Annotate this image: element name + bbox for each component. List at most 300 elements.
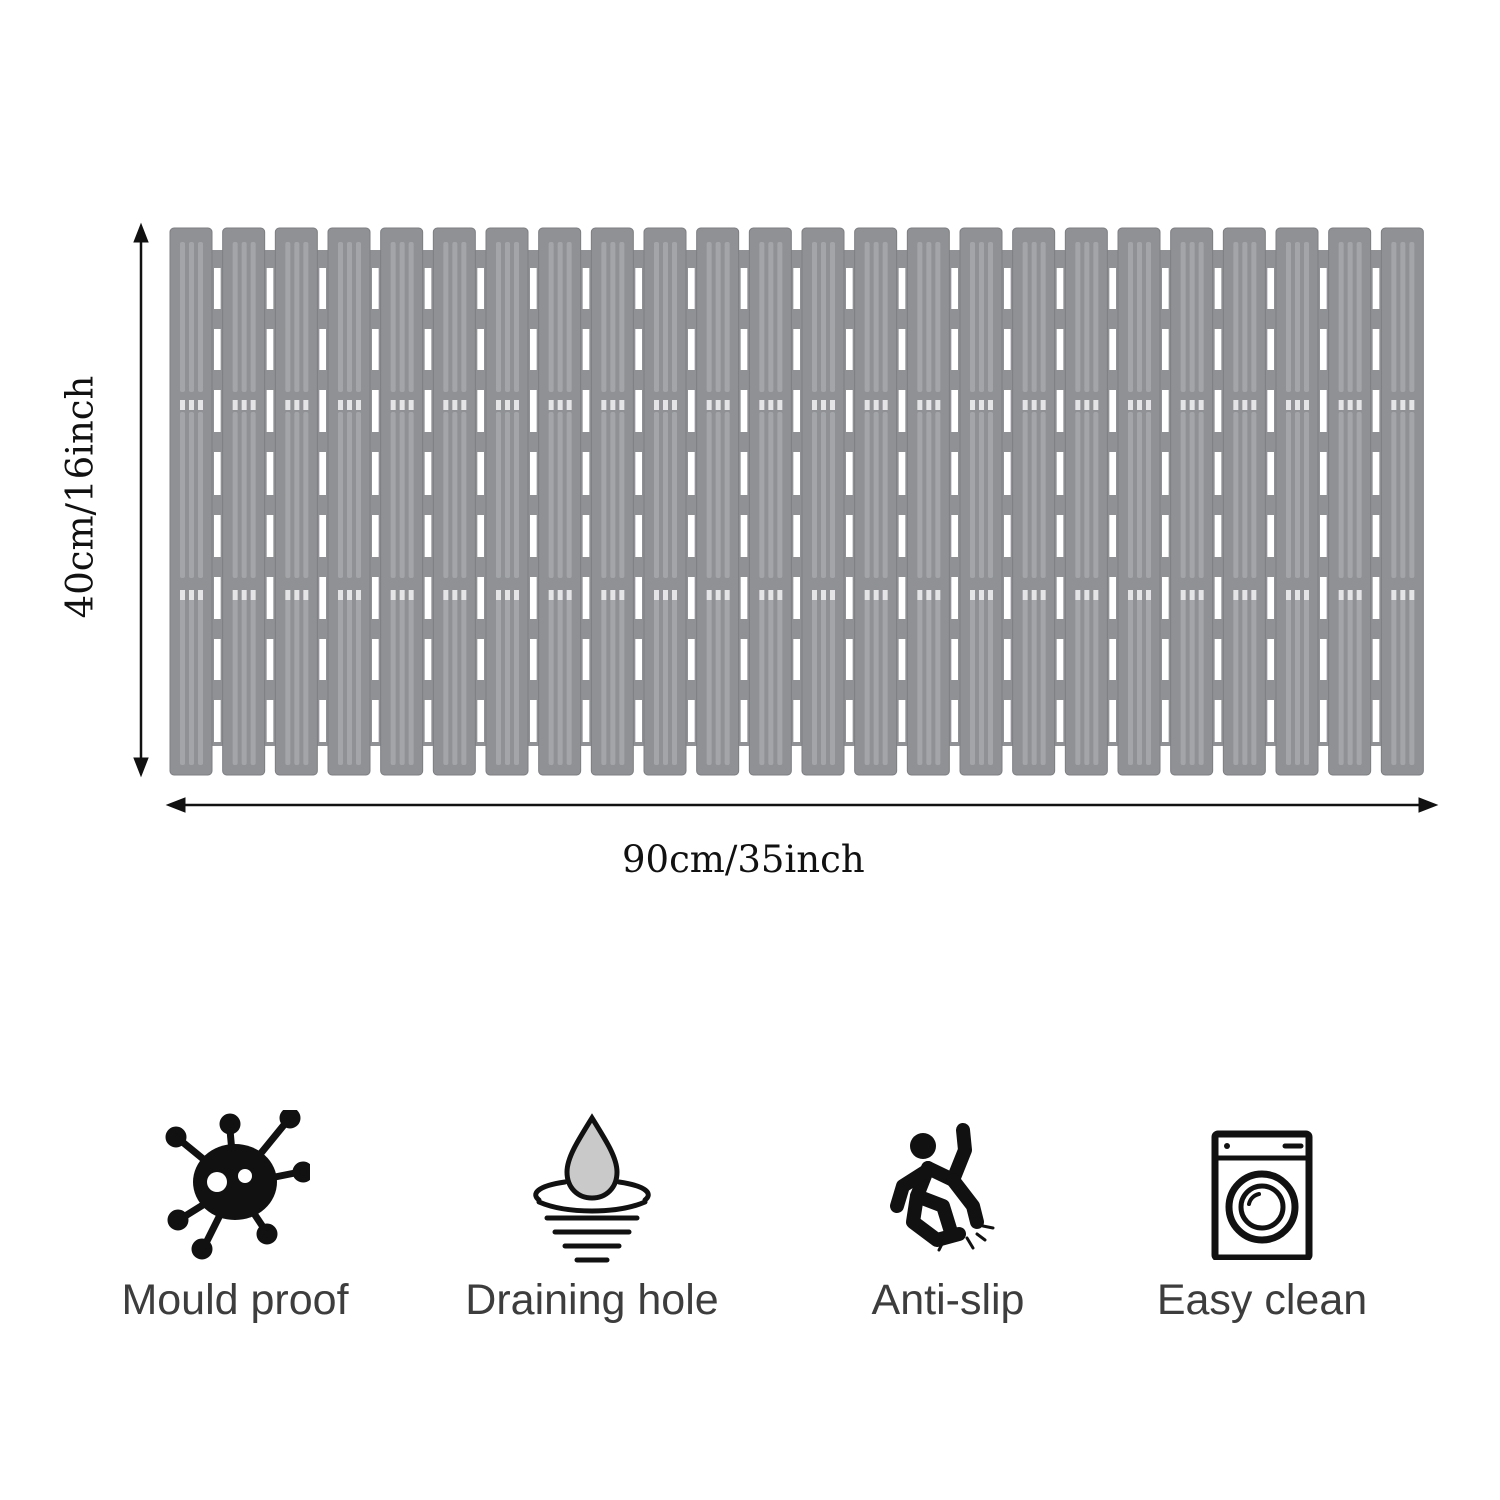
drain-hole: [741, 639, 748, 680]
slat-groove: [979, 242, 984, 392]
slat-stud: [1357, 590, 1362, 600]
slat-stud: [768, 400, 773, 410]
slat-stud: [1400, 590, 1405, 600]
slat-stud: [988, 400, 993, 410]
slat-stud: [180, 590, 185, 600]
slat-groove: [768, 598, 773, 765]
slat-groove: [1233, 412, 1238, 578]
drain-hole: [741, 515, 748, 557]
slat-stud: [1190, 400, 1195, 410]
slat-groove: [1137, 412, 1142, 578]
slat-stud: [759, 590, 764, 600]
slat-groove: [409, 242, 414, 392]
slat-stud: [514, 590, 519, 600]
slat-groove: [830, 242, 835, 392]
drain-hole: [583, 515, 590, 557]
drain-hole: [1109, 390, 1116, 432]
drain-hole: [635, 577, 642, 619]
slat-groove: [874, 412, 879, 578]
drain-hole: [899, 390, 906, 432]
slat-groove: [883, 598, 888, 765]
slat-groove: [672, 598, 677, 765]
water-drop-icon: [517, 1110, 667, 1270]
slat-groove: [759, 412, 764, 578]
slat-groove: [496, 412, 501, 578]
drain-hole: [1320, 639, 1327, 680]
slat-stud: [672, 590, 677, 600]
drain-hole: [1215, 268, 1222, 309]
drain-hole: [899, 452, 906, 495]
drain-hole: [319, 452, 326, 495]
slat-groove: [725, 242, 730, 392]
slat-groove: [1032, 412, 1037, 578]
slat-stud: [1251, 590, 1256, 600]
slat-groove: [251, 598, 256, 765]
drain-hole: [1162, 515, 1169, 557]
slat-stud: [514, 400, 519, 410]
slat-groove: [716, 412, 721, 578]
slat-groove: [812, 412, 817, 578]
drain-hole: [477, 452, 484, 495]
slat-stud: [198, 400, 203, 410]
slat-groove: [663, 412, 668, 578]
drain-hole: [793, 452, 800, 495]
drain-hole: [1320, 577, 1327, 619]
slat-groove: [505, 598, 510, 765]
drain-hole: [1267, 515, 1274, 557]
slat-groove: [1199, 598, 1204, 765]
slat-groove: [294, 412, 299, 578]
drain-hole: [425, 577, 432, 619]
slat-groove: [1339, 412, 1344, 578]
slat-stud: [443, 590, 448, 600]
slat-stud: [198, 590, 203, 600]
drain-hole: [1109, 577, 1116, 619]
slat-groove: [759, 598, 764, 765]
drain-hole: [793, 329, 800, 370]
slat-stud: [1304, 400, 1309, 410]
drain-hole: [477, 268, 484, 309]
drain-hole: [267, 700, 274, 742]
drain-hole: [425, 329, 432, 370]
slat-stud: [979, 400, 984, 410]
feature-label: Draining hole: [465, 1276, 719, 1324]
slat-groove: [1023, 242, 1028, 392]
slat-groove: [1242, 598, 1247, 765]
slat-groove: [601, 242, 606, 392]
slat-groove: [619, 242, 624, 392]
slat-stud: [1084, 590, 1089, 600]
slat-groove: [759, 242, 764, 392]
slat-groove: [443, 598, 448, 765]
slat-groove: [514, 598, 519, 765]
slat-groove: [716, 242, 721, 392]
slat-stud: [242, 590, 247, 600]
drain-hole: [1109, 515, 1116, 557]
slat-stud: [1137, 400, 1142, 410]
slat-stud: [610, 400, 615, 410]
drain-hole: [635, 515, 642, 557]
slat-stud: [1400, 400, 1405, 410]
slat-groove: [812, 242, 817, 392]
slat-groove: [1391, 242, 1396, 392]
slat-stud: [725, 590, 730, 600]
drain-hole: [1162, 639, 1169, 680]
slat-groove: [391, 412, 396, 578]
drain-hole: [267, 639, 274, 680]
slat-stud: [1409, 400, 1414, 410]
slat-stud: [400, 400, 405, 410]
slat-stud: [1233, 400, 1238, 410]
drain-hole: [267, 268, 274, 309]
slat-groove: [1339, 598, 1344, 765]
drain-hole: [741, 577, 748, 619]
slat-stud: [558, 590, 563, 600]
slat-groove: [242, 412, 247, 578]
slat-stud: [505, 400, 510, 410]
slat-stud: [1251, 400, 1256, 410]
slat-stud: [1093, 400, 1098, 410]
slat-stud: [619, 590, 624, 600]
drain-hole: [372, 329, 379, 370]
slat-groove: [1400, 242, 1405, 392]
drain-hole: [1004, 700, 1011, 742]
drain-hole: [425, 700, 432, 742]
drain-hole: [1267, 639, 1274, 680]
drain-hole: [793, 700, 800, 742]
slat-groove: [926, 598, 931, 765]
slat-groove: [610, 598, 615, 765]
slat-stud: [1199, 400, 1204, 410]
slat-groove: [663, 242, 668, 392]
slat-stud: [1233, 590, 1238, 600]
slat-stud: [242, 400, 247, 410]
drain-hole: [583, 452, 590, 495]
drain-hole: [1162, 700, 1169, 742]
drain-hole: [530, 329, 537, 370]
slat-groove: [1041, 598, 1046, 765]
drain-hole: [741, 452, 748, 495]
slat-groove: [619, 598, 624, 765]
slat-groove: [233, 598, 238, 765]
drain-hole: [583, 268, 590, 309]
drain-hole: [635, 329, 642, 370]
drain-hole: [1004, 390, 1011, 432]
drain-hole: [1162, 329, 1169, 370]
slat-groove: [1146, 242, 1151, 392]
drain-hole: [1373, 329, 1380, 370]
drain-hole: [951, 577, 958, 619]
slat-stud: [1242, 400, 1247, 410]
slat-groove: [1075, 412, 1080, 578]
slat-stud: [294, 590, 299, 600]
slat-stud: [619, 400, 624, 410]
drain-hole: [1267, 700, 1274, 742]
drain-hole: [267, 329, 274, 370]
slat-stud: [1093, 590, 1098, 600]
drain-hole: [477, 329, 484, 370]
slat-groove: [768, 242, 773, 392]
slat-groove: [1084, 412, 1089, 578]
slat-groove: [285, 242, 290, 392]
slat-stud: [505, 590, 510, 600]
drain-hole: [583, 577, 590, 619]
slat-stud: [1041, 400, 1046, 410]
slat-stud: [338, 400, 343, 410]
washing-machine-icon: [1187, 1110, 1337, 1260]
slat-groove: [1295, 242, 1300, 392]
drain-hole: [846, 452, 853, 495]
drain-hole: [846, 515, 853, 557]
slat-stud: [1339, 590, 1344, 600]
height-label: 40cm/16inch: [58, 375, 102, 619]
feature-anti-slip: [778, 1110, 1118, 1370]
drain-hole: [1057, 329, 1064, 370]
slat-groove: [452, 412, 457, 578]
slat-groove: [461, 412, 466, 578]
drain-hole: [372, 390, 379, 432]
slat-stud: [189, 400, 194, 410]
drain-hole: [688, 639, 695, 680]
slat-groove: [988, 242, 993, 392]
slat-groove: [979, 412, 984, 578]
drain-hole: [214, 577, 221, 619]
drain-hole: [1004, 329, 1011, 370]
slat-stud: [1190, 590, 1195, 600]
slat-stud: [725, 400, 730, 410]
slat-groove: [1190, 242, 1195, 392]
slat-stud: [917, 400, 922, 410]
slat-stud: [1181, 590, 1186, 600]
slat-stud: [883, 400, 888, 410]
slat-stud: [830, 400, 835, 410]
slat-groove: [347, 598, 352, 765]
drain-hole: [951, 700, 958, 742]
slat-groove: [198, 598, 203, 765]
slat-groove: [1242, 242, 1247, 392]
slat-stud: [610, 590, 615, 600]
slat-groove: [567, 412, 572, 578]
drain-hole: [899, 268, 906, 309]
drain-hole: [899, 515, 906, 557]
slat-groove: [917, 598, 922, 765]
drain-hole: [688, 515, 695, 557]
drain-hole: [951, 329, 958, 370]
slat-stud: [189, 590, 194, 600]
slat-groove: [1391, 598, 1396, 765]
slat-stud: [1391, 400, 1396, 410]
slat-stud: [970, 400, 975, 410]
slat-groove: [970, 412, 975, 578]
slat-stud: [391, 590, 396, 600]
slat-stud: [1391, 590, 1396, 600]
slat-stud: [347, 590, 352, 600]
feature-label: Anti-slip: [871, 1276, 1025, 1324]
slat-groove: [654, 598, 659, 765]
slat-groove: [338, 242, 343, 392]
slat-groove: [1181, 598, 1186, 765]
slipping-person-icon: [873, 1110, 1023, 1260]
drain-hole: [319, 639, 326, 680]
slat-groove: [926, 412, 931, 578]
slat-groove: [725, 598, 730, 765]
slat-groove: [610, 412, 615, 578]
drain-hole: [741, 700, 748, 742]
slat-stud: [1242, 590, 1247, 600]
slat-stud: [251, 590, 256, 600]
slat-groove: [610, 242, 615, 392]
drain-hole: [635, 639, 642, 680]
drain-hole: [319, 329, 326, 370]
drain-hole: [1373, 452, 1380, 495]
slat-groove: [1295, 598, 1300, 765]
slat-groove: [1190, 412, 1195, 578]
drain-hole: [741, 268, 748, 309]
slat-stud: [347, 400, 352, 410]
drain-hole: [1057, 515, 1064, 557]
slat-groove: [189, 598, 194, 765]
slat-groove: [988, 412, 993, 578]
drain-hole: [1320, 452, 1327, 495]
slat-stud: [663, 400, 668, 410]
drain-hole: [530, 390, 537, 432]
slat-groove: [180, 598, 185, 765]
slat-groove: [356, 242, 361, 392]
slat-groove: [1137, 598, 1142, 765]
drain-hole: [1109, 700, 1116, 742]
slat-groove: [1295, 412, 1300, 578]
slat-groove: [461, 598, 466, 765]
slat-groove: [1181, 412, 1186, 578]
slat-stud: [1032, 400, 1037, 410]
slat-stud: [988, 590, 993, 600]
drain-hole: [530, 639, 537, 680]
drain-hole: [1373, 268, 1380, 309]
slat-stud: [409, 590, 414, 600]
drain-hole: [267, 515, 274, 557]
drain-hole: [1004, 577, 1011, 619]
slat-stud: [1032, 590, 1037, 600]
slat-groove: [883, 412, 888, 578]
slat-groove: [356, 412, 361, 578]
slat-groove: [1075, 598, 1080, 765]
slat-stud: [443, 400, 448, 410]
slat-groove: [391, 242, 396, 392]
slat-groove: [917, 242, 922, 392]
slat-groove: [1357, 242, 1362, 392]
slat-stud: [549, 400, 554, 410]
slat-stud: [461, 590, 466, 600]
slat-groove: [505, 242, 510, 392]
slat-stud: [716, 400, 721, 410]
drain-hole: [477, 639, 484, 680]
slat-groove: [654, 412, 659, 578]
drain-hole: [688, 329, 695, 370]
slat-groove: [601, 598, 606, 765]
slat-groove: [1093, 242, 1098, 392]
slat-stud: [654, 400, 659, 410]
drain-hole: [846, 390, 853, 432]
drain-hole: [1057, 268, 1064, 309]
drain-hole: [1109, 329, 1116, 370]
drain-hole: [319, 700, 326, 742]
slat-groove: [725, 412, 730, 578]
drain-hole: [1373, 639, 1380, 680]
slat-groove: [619, 412, 624, 578]
slat-stud: [303, 590, 308, 600]
slat-stud: [935, 400, 940, 410]
slat-groove: [1146, 598, 1151, 765]
drain-hole: [530, 452, 537, 495]
slat-groove: [400, 242, 405, 392]
slat-stud: [233, 400, 238, 410]
slat-groove: [1128, 412, 1133, 578]
slat-stud: [496, 590, 501, 600]
slat-groove: [935, 598, 940, 765]
slat-groove: [830, 412, 835, 578]
slat-groove: [338, 598, 343, 765]
slat-stud: [707, 400, 712, 410]
drain-hole: [1320, 515, 1327, 557]
drain-hole: [214, 268, 221, 309]
slat-stud: [1181, 400, 1186, 410]
drain-hole: [214, 390, 221, 432]
slat-groove: [294, 242, 299, 392]
slat-groove: [777, 598, 782, 765]
drain-hole: [1004, 515, 1011, 557]
slat-groove: [558, 242, 563, 392]
slat-groove: [935, 242, 940, 392]
drain-hole: [1109, 639, 1116, 680]
drain-hole: [319, 577, 326, 619]
slat-stud: [1084, 400, 1089, 410]
drain-hole: [1057, 577, 1064, 619]
slat-stud: [233, 590, 238, 600]
drain-hole: [1215, 329, 1222, 370]
drain-hole: [951, 452, 958, 495]
slat-groove: [1357, 412, 1362, 578]
slat-groove: [707, 242, 712, 392]
slat-groove: [409, 598, 414, 765]
slat-groove: [461, 242, 466, 392]
slat-groove: [1084, 242, 1089, 392]
slat-stud: [970, 590, 975, 600]
slat-stud: [496, 400, 501, 410]
slat-groove: [505, 412, 510, 578]
drain-hole: [477, 577, 484, 619]
slat-groove: [874, 242, 879, 392]
drain-hole: [1215, 390, 1222, 432]
slat-groove: [1286, 242, 1291, 392]
drain-hole: [1320, 390, 1327, 432]
drain-hole: [372, 515, 379, 557]
drain-hole: [846, 329, 853, 370]
slat-groove: [1251, 598, 1256, 765]
drain-hole: [583, 639, 590, 680]
drain-hole: [1057, 390, 1064, 432]
germ-icon: [160, 1110, 310, 1260]
slat-stud: [452, 590, 457, 600]
slat-groove: [1348, 412, 1353, 578]
slat-groove: [821, 242, 826, 392]
slat-stud: [874, 590, 879, 600]
drain-hole: [583, 700, 590, 742]
drain-hole: [1057, 639, 1064, 680]
drain-hole: [635, 390, 642, 432]
slat-groove: [303, 242, 308, 392]
drain-hole: [635, 452, 642, 495]
slat-groove: [198, 412, 203, 578]
